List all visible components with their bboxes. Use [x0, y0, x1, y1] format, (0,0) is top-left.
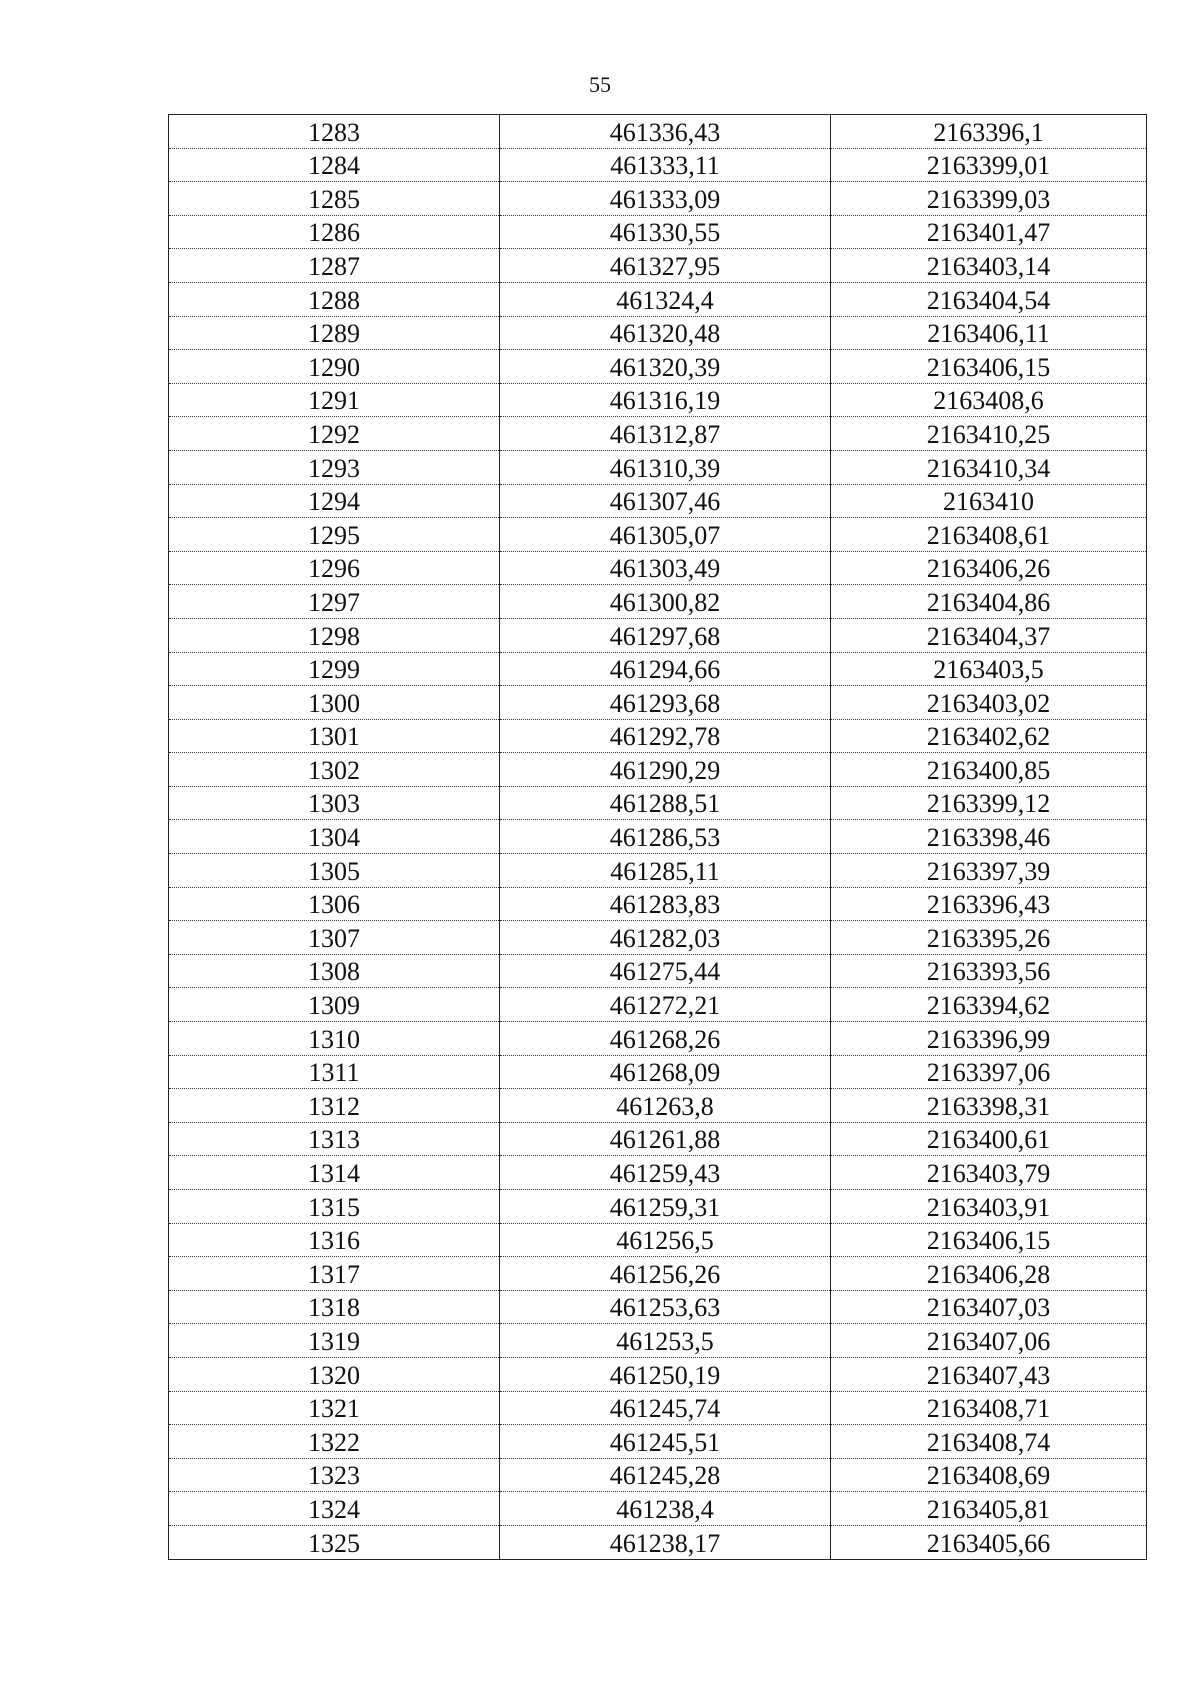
x-coordinate-cell: 461283,83 [500, 887, 831, 921]
x-coordinate-cell: 461290,29 [500, 753, 831, 787]
x-coordinate-cell: 461336,43 [500, 115, 831, 149]
table-row [169, 1290, 1147, 1324]
y-coordinate-cell: 2163399,03 [831, 182, 1147, 216]
table-row [169, 854, 1147, 888]
table-row [169, 282, 1147, 316]
y-coordinate-cell: 2163404,37 [831, 618, 1147, 652]
y-coordinate-cell: 2163406,28 [831, 1257, 1147, 1291]
table-row [169, 719, 1147, 753]
y-coordinate-cell: 2163404,54 [831, 282, 1147, 316]
point-number-cell: 1300 [169, 686, 500, 720]
point-number-cell: 1313 [169, 1122, 500, 1156]
table-row [169, 1525, 1147, 1559]
y-coordinate-cell: 2163408,71 [831, 1391, 1147, 1425]
x-coordinate-cell: 461259,31 [500, 1190, 831, 1224]
point-number-cell: 1304 [169, 820, 500, 854]
y-coordinate-cell: 2163410,34 [831, 450, 1147, 484]
x-coordinate-cell: 461256,5 [500, 1223, 831, 1257]
y-coordinate-cell: 2163400,85 [831, 753, 1147, 787]
y-coordinate-cell: 2163408,6 [831, 383, 1147, 417]
table-row [169, 954, 1147, 988]
x-coordinate-cell: 461330,55 [500, 215, 831, 249]
y-coordinate-cell: 2163406,11 [831, 316, 1147, 350]
point-number-cell: 1312 [169, 1089, 500, 1123]
point-number-cell: 1309 [169, 988, 500, 1022]
point-number-cell: 1285 [169, 182, 500, 216]
x-coordinate-cell: 461305,07 [500, 518, 831, 552]
table-row [169, 1425, 1147, 1459]
y-coordinate-cell: 2163401,47 [831, 215, 1147, 249]
y-coordinate-cell: 2163402,62 [831, 719, 1147, 753]
y-coordinate-cell: 2163398,31 [831, 1089, 1147, 1123]
x-coordinate-cell: 461320,39 [500, 350, 831, 384]
point-number-cell: 1325 [169, 1525, 500, 1559]
x-coordinate-cell: 461288,51 [500, 786, 831, 820]
y-coordinate-cell: 2163393,56 [831, 954, 1147, 988]
table-row [169, 551, 1147, 585]
point-number-cell: 1319 [169, 1324, 500, 1358]
table-row [169, 585, 1147, 619]
point-number-cell: 1286 [169, 215, 500, 249]
page-number: 55 [589, 72, 611, 97]
x-coordinate-cell: 461256,26 [500, 1257, 831, 1291]
y-coordinate-cell: 2163406,15 [831, 1223, 1147, 1257]
y-coordinate-cell: 2163406,26 [831, 551, 1147, 585]
point-number-cell: 1289 [169, 316, 500, 350]
table-row [169, 921, 1147, 955]
point-number-cell: 1297 [169, 585, 500, 619]
y-coordinate-cell: 2163398,46 [831, 820, 1147, 854]
x-coordinate-cell: 461259,43 [500, 1156, 831, 1190]
table-row [169, 1324, 1147, 1358]
coordinates-table [168, 114, 1147, 1560]
y-coordinate-cell: 2163403,02 [831, 686, 1147, 720]
x-coordinate-cell: 461297,68 [500, 618, 831, 652]
x-coordinate-cell: 461327,95 [500, 249, 831, 283]
y-coordinate-cell: 2163400,61 [831, 1122, 1147, 1156]
point-number-cell: 1295 [169, 518, 500, 552]
point-number-cell: 1293 [169, 450, 500, 484]
y-coordinate-cell: 2163399,01 [831, 148, 1147, 182]
table-row [169, 215, 1147, 249]
table-row [169, 417, 1147, 451]
point-number-cell: 1305 [169, 854, 500, 888]
table-row [169, 988, 1147, 1022]
point-number-cell: 1311 [169, 1055, 500, 1089]
x-coordinate-cell: 461320,48 [500, 316, 831, 350]
table-row [169, 383, 1147, 417]
table-row [169, 1223, 1147, 1257]
point-number-cell: 1287 [169, 249, 500, 283]
table-row [169, 1022, 1147, 1056]
table-row [169, 1257, 1147, 1291]
x-coordinate-cell: 461282,03 [500, 921, 831, 955]
table-row [169, 1190, 1147, 1224]
table-row [169, 1458, 1147, 1492]
y-coordinate-cell: 2163399,12 [831, 786, 1147, 820]
table-row [169, 1156, 1147, 1190]
x-coordinate-cell: 461286,53 [500, 820, 831, 854]
point-number-cell: 1316 [169, 1223, 500, 1257]
point-number-cell: 1283 [169, 115, 500, 149]
point-number-cell: 1314 [169, 1156, 500, 1190]
point-number-cell: 1317 [169, 1257, 500, 1291]
point-number-cell: 1315 [169, 1190, 500, 1224]
y-coordinate-cell: 2163395,26 [831, 921, 1147, 955]
x-coordinate-cell: 461245,28 [500, 1458, 831, 1492]
y-coordinate-cell: 2163405,66 [831, 1525, 1147, 1559]
y-coordinate-cell: 2163408,69 [831, 1458, 1147, 1492]
y-coordinate-cell: 2163403,79 [831, 1156, 1147, 1190]
point-number-cell: 1321 [169, 1391, 500, 1425]
table-row [169, 316, 1147, 350]
x-coordinate-cell: 461275,44 [500, 954, 831, 988]
point-number-cell: 1292 [169, 417, 500, 451]
table-row [169, 350, 1147, 384]
table-row [169, 1122, 1147, 1156]
x-coordinate-cell: 461245,51 [500, 1425, 831, 1459]
x-coordinate-cell: 461268,09 [500, 1055, 831, 1089]
x-coordinate-cell: 461307,46 [500, 484, 831, 518]
x-coordinate-cell: 461253,5 [500, 1324, 831, 1358]
table-row [169, 786, 1147, 820]
x-coordinate-cell: 461303,49 [500, 551, 831, 585]
point-number-cell: 1318 [169, 1290, 500, 1324]
x-coordinate-cell: 461272,21 [500, 988, 831, 1022]
point-number-cell: 1308 [169, 954, 500, 988]
table-row [169, 450, 1147, 484]
point-number-cell: 1288 [169, 282, 500, 316]
point-number-cell: 1323 [169, 1458, 500, 1492]
point-number-cell: 1307 [169, 921, 500, 955]
x-coordinate-cell: 461300,82 [500, 585, 831, 619]
y-coordinate-cell: 2163410,25 [831, 417, 1147, 451]
point-number-cell: 1322 [169, 1425, 500, 1459]
table-row [169, 182, 1147, 216]
y-coordinate-cell: 2163410 [831, 484, 1147, 518]
table-row [169, 686, 1147, 720]
table-row [169, 820, 1147, 854]
y-coordinate-cell: 2163404,86 [831, 585, 1147, 619]
x-coordinate-cell: 461333,09 [500, 182, 831, 216]
table-row [169, 652, 1147, 686]
x-coordinate-cell: 461333,11 [500, 148, 831, 182]
table-row [169, 1055, 1147, 1089]
table-row [169, 249, 1147, 283]
y-coordinate-cell: 2163403,5 [831, 652, 1147, 686]
x-coordinate-cell: 461238,17 [500, 1525, 831, 1559]
x-coordinate-cell: 461293,68 [500, 686, 831, 720]
x-coordinate-cell: 461261,88 [500, 1122, 831, 1156]
point-number-cell: 1299 [169, 652, 500, 686]
point-number-cell: 1320 [169, 1357, 500, 1391]
table-row [169, 148, 1147, 182]
x-coordinate-cell: 461268,26 [500, 1022, 831, 1056]
point-number-cell: 1290 [169, 350, 500, 384]
y-coordinate-cell: 2163403,14 [831, 249, 1147, 283]
table-row [169, 618, 1147, 652]
y-coordinate-cell: 2163406,15 [831, 350, 1147, 384]
x-coordinate-cell: 461324,4 [500, 282, 831, 316]
x-coordinate-cell: 461285,11 [500, 854, 831, 888]
y-coordinate-cell: 2163408,74 [831, 1425, 1147, 1459]
x-coordinate-cell: 461263,8 [500, 1089, 831, 1123]
x-coordinate-cell: 461253,63 [500, 1290, 831, 1324]
coordinates-table-body [169, 115, 1147, 1560]
point-number-cell: 1303 [169, 786, 500, 820]
point-number-cell: 1294 [169, 484, 500, 518]
table-row [169, 1391, 1147, 1425]
point-number-cell: 1302 [169, 753, 500, 787]
point-number-cell: 1324 [169, 1492, 500, 1526]
table-row [169, 1089, 1147, 1123]
x-coordinate-cell: 461292,78 [500, 719, 831, 753]
point-number-cell: 1284 [169, 148, 500, 182]
point-number-cell: 1310 [169, 1022, 500, 1056]
table-row [169, 115, 1147, 149]
table-row [169, 887, 1147, 921]
table-row [169, 753, 1147, 787]
y-coordinate-cell: 2163397,39 [831, 854, 1147, 888]
y-coordinate-cell: 2163396,99 [831, 1022, 1147, 1056]
y-coordinate-cell: 2163407,06 [831, 1324, 1147, 1358]
y-coordinate-cell: 2163407,43 [831, 1357, 1147, 1391]
x-coordinate-cell: 461238,4 [500, 1492, 831, 1526]
y-coordinate-cell: 2163396,43 [831, 887, 1147, 921]
x-coordinate-cell: 461250,19 [500, 1357, 831, 1391]
point-number-cell: 1298 [169, 618, 500, 652]
y-coordinate-cell: 2163405,81 [831, 1492, 1147, 1526]
table-row [169, 1492, 1147, 1526]
y-coordinate-cell: 2163407,03 [831, 1290, 1147, 1324]
x-coordinate-cell: 461310,39 [500, 450, 831, 484]
point-number-cell: 1306 [169, 887, 500, 921]
x-coordinate-cell: 461245,74 [500, 1391, 831, 1425]
table-row [169, 1357, 1147, 1391]
x-coordinate-cell: 461294,66 [500, 652, 831, 686]
y-coordinate-cell: 2163396,1 [831, 115, 1147, 149]
y-coordinate-cell: 2163403,91 [831, 1190, 1147, 1224]
point-number-cell: 1296 [169, 551, 500, 585]
point-number-cell: 1291 [169, 383, 500, 417]
table-row [169, 518, 1147, 552]
x-coordinate-cell: 461312,87 [500, 417, 831, 451]
y-coordinate-cell: 2163394,62 [831, 988, 1147, 1022]
y-coordinate-cell: 2163397,06 [831, 1055, 1147, 1089]
table-row [169, 484, 1147, 518]
y-coordinate-cell: 2163408,61 [831, 518, 1147, 552]
x-coordinate-cell: 461316,19 [500, 383, 831, 417]
point-number-cell: 1301 [169, 719, 500, 753]
